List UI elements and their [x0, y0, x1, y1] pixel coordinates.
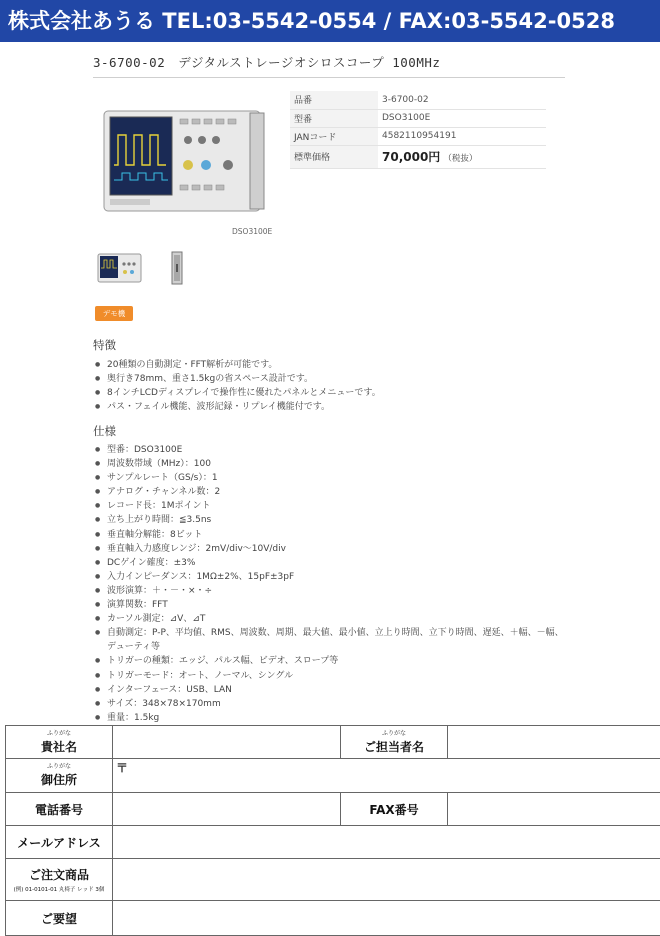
list-item: ● カーソル測定：⊿V、⊿T	[95, 612, 565, 626]
table-value: 4582110954191	[378, 127, 546, 145]
contact-label	[341, 726, 448, 759]
list-item: ● 奥行き78mm、重さ1.5kgの省スペース設計です。	[95, 372, 381, 386]
list-item: ● 演算関数：FFT	[95, 598, 565, 612]
tax-note: （税抜）	[443, 154, 477, 164]
table-value: 3-6700-02	[378, 91, 546, 109]
address-field[interactable]	[113, 759, 660, 793]
header-banner: 株式会社あうる TEL:03-5542-0554 / FAX:03-5542-0528	[0, 0, 660, 42]
email-label: メールアドレス	[6, 826, 113, 859]
list-item: ● 垂直軸分解能：8ビット	[95, 528, 565, 542]
form-row-address	[6, 759, 660, 793]
price-row	[290, 145, 546, 168]
features-heading: 特徴	[93, 337, 116, 353]
price-label: 標準価格	[290, 145, 378, 168]
form-row-email	[6, 826, 660, 859]
contact-label-text: ご担当者名	[364, 740, 424, 754]
image-caption: DSO3100E	[232, 227, 272, 236]
email-field[interactable]	[113, 826, 660, 859]
list-item: ● パス・フェイル機能、波形記録・リプレイ機能付です。	[95, 400, 381, 414]
list-item: ● 垂直軸入力感度レンジ：2mV/div～10V/div	[95, 542, 565, 556]
table-row	[290, 109, 546, 127]
list-item: ● 立ち上がり時間：≦3.5ns	[95, 513, 565, 527]
list-item: ● 型番：DSO3100E	[95, 443, 565, 457]
thumbnail-front[interactable]	[97, 250, 142, 286]
order-label	[6, 859, 113, 901]
product-main-image[interactable]	[100, 105, 265, 213]
table-key: 型番	[290, 109, 378, 127]
list-item: ● DCゲイン確度：±3%	[95, 556, 565, 570]
table-key: JANコード	[290, 127, 378, 145]
table-key: 品番	[290, 91, 378, 109]
list-item: ● レコード長：1Mポイント	[95, 499, 565, 513]
features-list	[95, 358, 381, 414]
company-label	[6, 726, 113, 759]
table-row	[290, 91, 546, 109]
order-field[interactable]	[113, 859, 660, 901]
order-example: (例) 01-0101-01 丸椅子 レッド 3個	[6, 885, 112, 893]
page-title: 3-6700-02 デジタルストレージオシロスコープ 100MHz	[93, 53, 440, 71]
list-item: ● 重量：1.5kg	[95, 711, 565, 725]
table-row	[290, 127, 546, 145]
company-field[interactable]	[113, 726, 341, 759]
furigana-label: ふりがな	[6, 730, 112, 738]
list-item: ● アナログ・チャンネル数：2	[95, 485, 565, 499]
fax-label: FAX番号	[341, 793, 448, 826]
order-label-text: ご注文商品	[29, 868, 89, 882]
thumbnail-side[interactable]	[164, 250, 190, 286]
list-item: ● トリガーの種類：エッジ、パルス幅、ビデオ、スロープ等	[95, 654, 565, 668]
form-row-company	[6, 726, 660, 759]
furigana-label: ふりがな	[6, 763, 112, 771]
address-label-text: 御住所	[41, 773, 77, 787]
contact-field[interactable]	[448, 726, 660, 759]
list-item: ● インターフェース：USB、LAN	[95, 683, 565, 697]
postal-mark: 〒	[116, 761, 128, 775]
specs-heading: 仕様	[93, 423, 116, 439]
list-item: ● サイズ：348×78×170mm	[95, 697, 565, 711]
form-row-request	[6, 901, 660, 936]
address-label	[6, 759, 113, 793]
table-value: DSO3100E	[378, 109, 546, 127]
phone-label: 電話番号	[6, 793, 113, 826]
list-item: ● 8インチLCDディスプレイで操作性に優れたパネルとメニューです。	[95, 386, 381, 400]
list-item: ● 波形演算：＋・－・×・÷	[95, 584, 565, 598]
list-item: ● サンプルレート（GS/s）：1	[95, 471, 565, 485]
list-item: ● 周波数帯域（MHz）：100	[95, 457, 565, 471]
request-field[interactable]	[113, 901, 660, 936]
price-value: 70,000円	[382, 150, 440, 164]
phone-field[interactable]	[113, 793, 341, 826]
specs-list	[95, 443, 565, 725]
form-row-phone	[6, 793, 660, 826]
request-label: ご要望	[6, 901, 113, 936]
form-row-order	[6, 859, 660, 901]
furigana-label: ふりがな	[341, 730, 447, 738]
product-info-table	[290, 91, 546, 169]
company-label-text: 貴社名	[41, 740, 77, 754]
list-item: ● 入力インピーダンス：1MΩ±2%、15pF±3pF	[95, 570, 565, 584]
order-form	[5, 725, 660, 936]
demo-badge: デモ機	[95, 306, 133, 321]
title-divider	[93, 77, 565, 78]
fax-field[interactable]	[448, 793, 660, 826]
list-item: ● トリガーモード：オート、ノーマル、シングル	[95, 669, 565, 683]
list-item: ● 自動測定：P-P、平均値、RMS、周波数、周期、最大値、最小値、立上り時間、立下り時間、遅延、＋幅、－幅、デューティ等	[95, 626, 565, 654]
list-item: ● 20種類の自動測定・FFT解析が可能です。	[95, 358, 381, 372]
